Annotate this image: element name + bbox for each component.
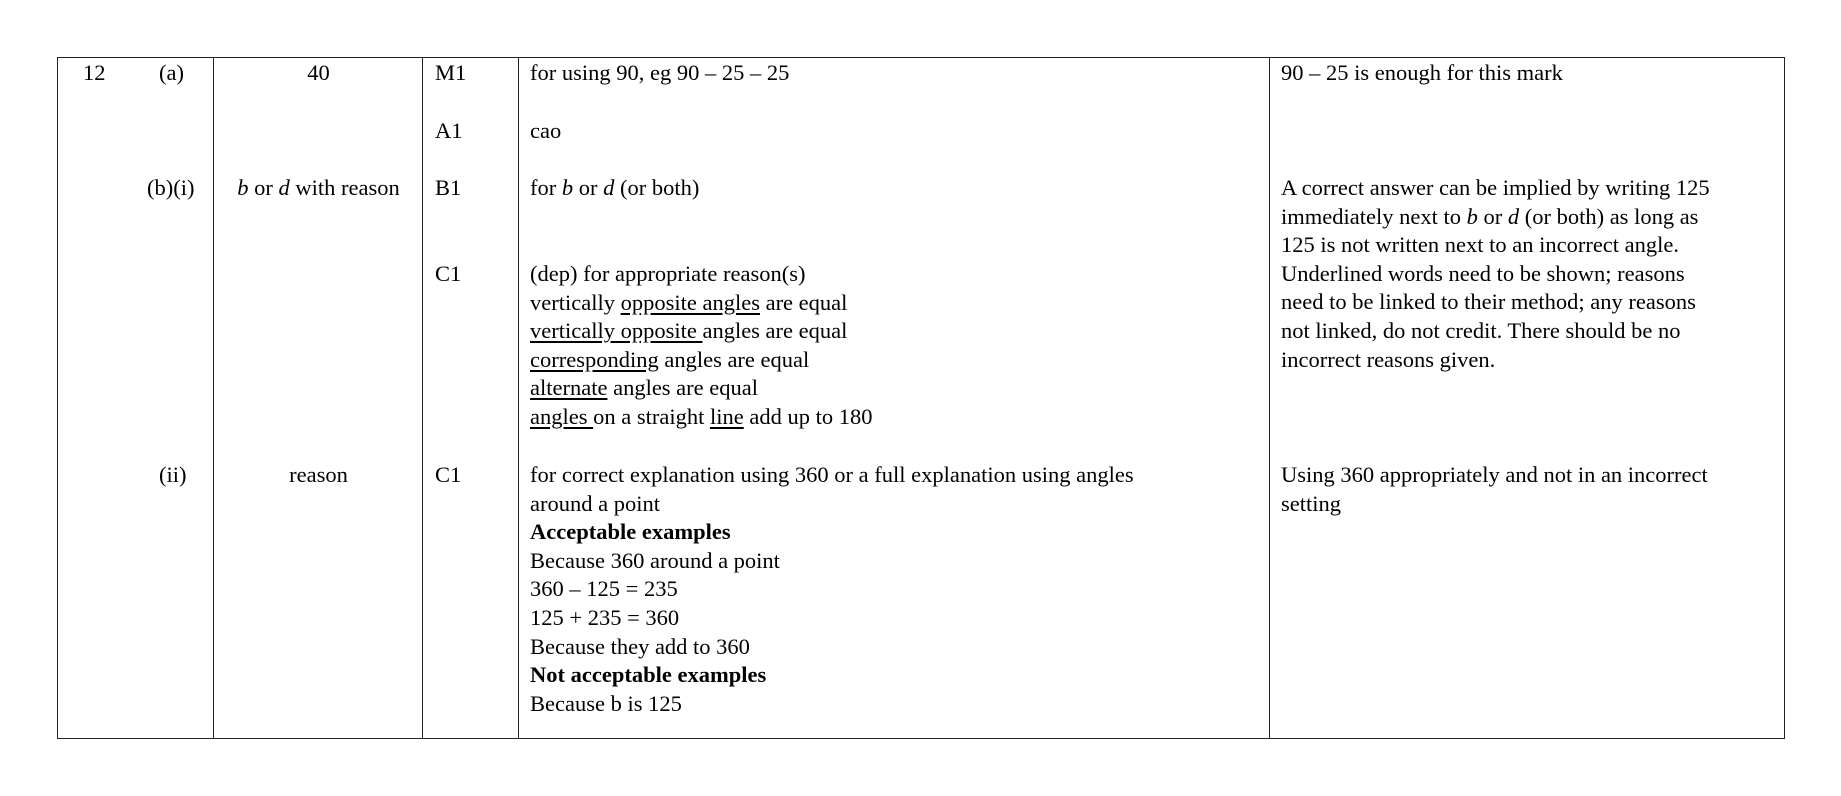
guidance-a-m1 xyxy=(530,59,789,88)
text-line xyxy=(530,174,699,203)
guidance-b-i-b1 xyxy=(530,174,699,203)
underlined-text: corresponding xyxy=(530,346,659,372)
text-line xyxy=(1281,203,1710,232)
text-line xyxy=(530,260,872,289)
bold-heading: Not acceptable examples xyxy=(530,662,767,688)
notes-a-m1 xyxy=(1281,59,1563,88)
column-divider-notes xyxy=(1269,58,1270,738)
mark-scheme-table xyxy=(57,57,1785,739)
guidance-a-a1 xyxy=(530,117,561,146)
underlined-text: line xyxy=(709,403,744,429)
text-run: A correct answer can be implied by writing 125 xyxy=(1281,175,1710,200)
text-line xyxy=(530,117,561,146)
text-run: setting xyxy=(1281,490,1341,516)
column-divider-guidance xyxy=(518,58,519,738)
text-run: Using 360 appropriately and not in an incorrect xyxy=(1281,462,1708,487)
mark-code-b-i-b1: B1 xyxy=(435,175,462,200)
mark-code-b-i-c1: C1 xyxy=(435,261,462,286)
text-run: or xyxy=(573,175,604,200)
text-run: (dep) for appropriate reason(s) xyxy=(530,261,806,286)
text-run: Underlined words need to be shown; reasons xyxy=(1281,260,1685,286)
text-run: are equal xyxy=(759,289,848,315)
text-run: for xyxy=(530,175,562,200)
text-run: cao xyxy=(530,118,562,143)
text-line xyxy=(530,604,1134,633)
text-run: on a straight xyxy=(593,403,710,429)
text-line xyxy=(1281,317,1710,346)
text-line xyxy=(530,633,1134,662)
italic-variable: d xyxy=(1507,203,1520,229)
text-line xyxy=(530,59,789,88)
text-run: immediately next to xyxy=(1281,203,1467,229)
text-run: angles are equal xyxy=(702,318,848,344)
text-line xyxy=(530,461,1134,490)
italic-variable: d xyxy=(278,175,290,200)
part-label-b-i: (b)(i) xyxy=(147,175,195,200)
text-line xyxy=(1281,346,1710,375)
column-divider-answer xyxy=(213,58,214,738)
text-run: or xyxy=(1477,203,1508,229)
italic-variable: b xyxy=(1466,203,1478,229)
text-run: angles are equal xyxy=(658,346,810,372)
italic-variable: d xyxy=(603,175,615,200)
text-run: not linked, do not credit. There should be no xyxy=(1281,317,1681,343)
text-line xyxy=(1281,231,1710,260)
text-run: 125 + 235 = 360 xyxy=(530,604,680,630)
text-run: (or both) xyxy=(614,175,700,200)
text-run: or xyxy=(248,175,279,200)
text-line xyxy=(1281,461,1708,490)
text-run: angles are equal xyxy=(607,375,758,401)
mark-code-b-ii-c1: C1 xyxy=(435,462,462,487)
mark-code-a-m1: M1 xyxy=(435,60,467,85)
text-run: with reason xyxy=(289,175,400,200)
text-run: around a point xyxy=(530,490,660,516)
text-line xyxy=(530,317,872,346)
text-line xyxy=(530,661,1134,690)
text-line xyxy=(530,690,1134,719)
guidance-b-ii-c1 xyxy=(530,461,1134,718)
text-line xyxy=(530,403,872,432)
underlined-text: angles xyxy=(530,403,594,429)
text-line xyxy=(530,547,1134,576)
text-run: 125 is not written next to an incorrect angle. xyxy=(1281,232,1680,258)
answer-part-b-i xyxy=(215,174,422,203)
text-line xyxy=(530,575,1134,604)
text-line xyxy=(1281,490,1708,519)
text-run: add up to 180 xyxy=(743,403,873,429)
question-number: 12 xyxy=(83,60,106,85)
text-run: incorrect reasons given. xyxy=(1281,346,1496,372)
text-run: Because 360 around a point xyxy=(530,547,780,573)
guidance-b-i-c1 xyxy=(530,260,872,432)
part-label-a: (a) xyxy=(159,60,184,85)
answer-part-b-ii: reason xyxy=(289,462,348,487)
mark-code-a-a1: A1 xyxy=(435,118,463,143)
text-run: for correct explanation using 360 or a full explanation using angles xyxy=(530,462,1134,487)
notes-b-ii xyxy=(1281,461,1708,518)
answer-part-a: 40 xyxy=(307,60,330,85)
text-line xyxy=(530,518,1134,547)
notes-b-i xyxy=(1281,174,1710,374)
italic-variable: b xyxy=(561,175,574,200)
text-run: 360 – 125 = 235 xyxy=(530,576,678,602)
text-line xyxy=(1281,288,1710,317)
text-line xyxy=(530,289,872,318)
underlined-text: alternate xyxy=(530,375,608,401)
text-run: (or both) as long as xyxy=(1519,203,1699,229)
bold-heading: Acceptable examples xyxy=(530,519,731,545)
text-run: Because b is 125 xyxy=(530,690,682,716)
text-line xyxy=(530,374,872,403)
text-line: 90 – 25 is enough for this mark xyxy=(1281,60,1563,85)
underlined-text: opposite angles xyxy=(620,289,760,315)
text-line xyxy=(1281,174,1710,203)
text-run: for using 90, eg 90 – 25 – 25 xyxy=(530,60,790,85)
text-run: need to be linked to their method; any reasons xyxy=(1281,289,1696,315)
text-line xyxy=(530,346,872,375)
underlined-text: vertically opposite xyxy=(530,318,703,344)
part-label-b-ii: (ii) xyxy=(159,462,187,487)
italic-variable: b xyxy=(237,175,249,200)
text-run: Because they add to 360 xyxy=(530,633,750,659)
column-divider-mark xyxy=(422,58,423,738)
text-line xyxy=(530,490,1134,519)
text-run: vertically xyxy=(530,289,621,315)
text-line xyxy=(1281,260,1710,289)
